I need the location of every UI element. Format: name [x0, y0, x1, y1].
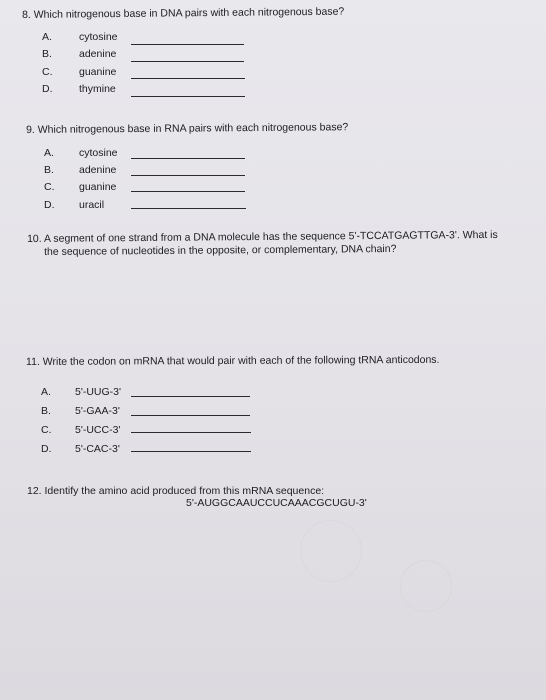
- q11-answer-blank-d[interactable]: [131, 451, 251, 452]
- option-letter: D.: [42, 83, 53, 95]
- option-word: 5'-CAC-3': [75, 443, 120, 455]
- q11-answer-blank-c[interactable]: [131, 432, 251, 433]
- option-word: guanine: [79, 66, 117, 78]
- q11-answer-blank-a[interactable]: [131, 396, 250, 397]
- option-letter: B.: [42, 48, 52, 60]
- q9-answer-blank-c[interactable]: [131, 191, 245, 192]
- q8-answer-blank-b[interactable]: [131, 61, 244, 62]
- option-letter: A.: [44, 147, 54, 159]
- option-word: thymine: [79, 83, 116, 95]
- q9-answer-blank-b[interactable]: [131, 175, 245, 176]
- question-9: 9. Which nitrogenous base in RNA pairs with each nitrogenous base?: [26, 121, 349, 136]
- option-letter: D.: [41, 443, 52, 455]
- q9-answer-blank-a[interactable]: [131, 158, 245, 159]
- q8-answer-blank-a[interactable]: [131, 44, 244, 45]
- question-10-line-1: 10. A segment of one strand from a DNA molecule has the sequence 5'-TCCATGAGTTGA-3'. What is: [27, 228, 498, 245]
- option-word: adenine: [79, 48, 117, 60]
- q11-answer-blank-b[interactable]: [131, 415, 250, 416]
- option-word: uracil: [79, 199, 105, 211]
- option-letter: D.: [44, 199, 55, 211]
- option-word: adenine: [79, 164, 117, 176]
- question-11: 11. Write the codon on mRNA that would pair with each of the following tRNA anticodons.: [26, 353, 440, 368]
- option-word: guanine: [79, 181, 117, 193]
- option-letter: A.: [41, 386, 51, 398]
- mrna-sequence: 5'-AUGGCAAUCCUCAAACGCUGU-3': [186, 497, 367, 509]
- option-letter: B.: [44, 164, 54, 176]
- question-12: 12. Identify the amino acid produced from this mRNA sequence:: [27, 485, 325, 497]
- option-letter: C.: [44, 181, 55, 193]
- option-letter: B.: [41, 405, 51, 417]
- option-letter: C.: [42, 66, 53, 78]
- background-mark: [300, 520, 362, 582]
- option-letter: A.: [42, 31, 52, 43]
- option-letter: C.: [41, 424, 52, 436]
- q9-answer-blank-d[interactable]: [131, 208, 246, 209]
- option-word: 5'-GAA-3': [75, 405, 120, 417]
- option-word: cytosine: [79, 31, 118, 43]
- q8-answer-blank-d[interactable]: [131, 96, 245, 97]
- option-word: 5'-UCC-3': [75, 424, 121, 436]
- option-word: cytosine: [79, 147, 118, 159]
- q8-answer-blank-c[interactable]: [131, 78, 245, 79]
- option-word: 5'-UUG-3': [75, 386, 122, 398]
- background-mark: [400, 560, 452, 612]
- question-10-line-2: the sequence of nucleotides in the opposite, or complementary, DNA chain?: [44, 242, 397, 258]
- question-8: 8. Which nitrogenous base in DNA pairs with each nitrogenous base?: [22, 5, 345, 21]
